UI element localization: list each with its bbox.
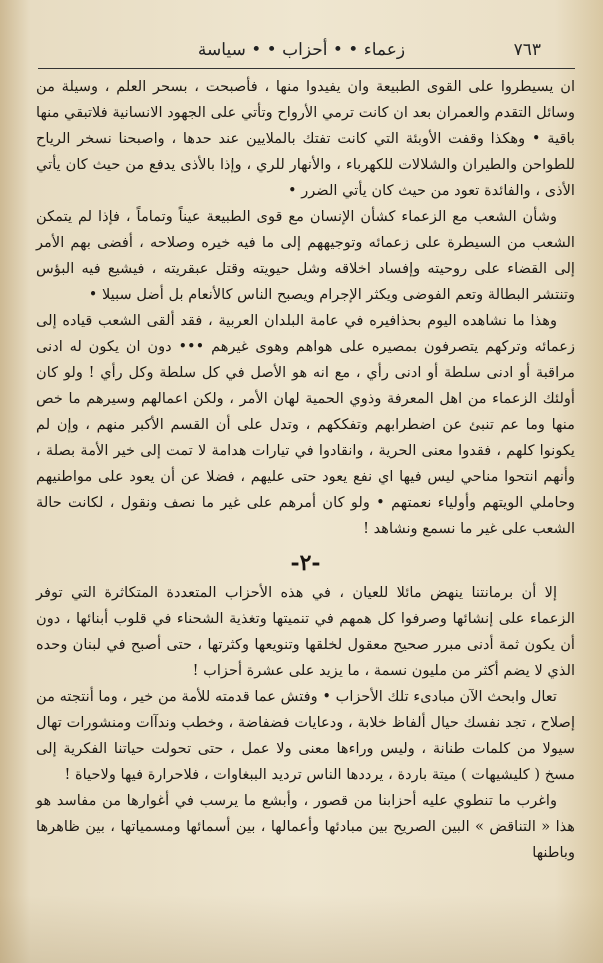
paragraph: ان يسيطروا على القوى الطبيعة وان يفيدوا منها ، فأصبحت ، بسحر العلم ، وسيلة من وسائل التقدم والعمران بعد ان كانت ترمي الأرواح وتأتي على الجهود الانسانية فلاتبقي منها باقية • وهكذا وقفت الأوبئة التي كانت تفتك بالملايين عند حدها ، واصبحنا نسخر الرياح للطواحن والطيران والشلالات للكهرباء ، والأنهار للري ، وإذا بالأذى يدفع من حيث كان يأتي الأذى ، والفائدة تعود من حيث كان يأتي الضرر • [36, 78, 575, 199]
paragraph: إلا أن برمانتنا ينهض مائلا للعيان ، في هذه الأحزاب المتعددة المتكاثرة التي توفر الزعماء على إنشائها وصرفوا كل همهم في تنميتها وتغذية الشحناء في قلوب أبنائها ، دون أن يكون ثمة أدنى مبرر صحيح معقول لخلقها وتنويعها وكثرتها ، حتى أصبح في لبنان وحده الذي لا يضم أكثر من مليون نسمة ، ما يزيد على عشرة أحزاب ! [36, 584, 575, 679]
page-header [40, 40, 563, 68]
paragraph: وهذا ما نشاهده اليوم بحذافيره في عامة البلدان العربية ، فقد ألقى الشعب قياده إلى زعمائه وتركهم يتصرفون بمصيره على هواهم وهوى غيرهم ••• دون ان يكون له ادنى مراقبة أو ادنى سلطة أو ادنى رأي ، مع انه هو الأصل في كل سلطة وكل رأي ! ولو كان أولئك الزعماء من اهل المعرفة وذوي الحمية لهان الأمر ، ولكن اعمالهم وسيرهم ما خص منها وما عم تنبئ عن اضطرابهم وتفككهم ، وتدل على أن القسم الأكبر منهم ، وإن لم يكونوا كلهم ، فقدوا معنى الحرية ، وانقادوا في تيارات هدامة لا تمت إلى خير الأمة بصلة ، وأنهم انتحوا مناحي ليس فيها اي نفع يعود حتى عليهم ، فضلا عن أن يعود على مواطنيهم وحاملي الويتهم وأولياء نعمتهم • ولو كان أمرهم على غير ما نصف ونقول ، لكانت حالة الشعب على غير ما نسمع ونشاهد ! [36, 312, 575, 537]
page-number: ٧٦٣ [513, 40, 541, 60]
paragraph: واغرب ما تنطوي عليه أحزابنا من قصور ، وأبشع ما يرسب في أغوارها من مفاسد هو هذا « التناقض » البين الصريح بين مبادئها وأعمالها ، بين أسمائها ومسمياتها ، بين ظاهرها وباطنها [36, 792, 575, 861]
page-edge-shadow [0, 895, 603, 963]
section-number: -٢- [290, 550, 321, 576]
page-body [36, 74, 575, 866]
header-rule [38, 68, 575, 69]
paragraph: وشأن الشعب مع الزعماء كشأن الإنسان مع قوى الطبيعة عيناً وتماماً ، فإذا لم يتمكن الشعب من السيطرة على زعمائه وتوجيههم إلى ما فيه خيره وصلاحه ، أفضى بهم الأمر إلى القضاء على روحيته وإفساد اخلاقه وشل حيويته وقتل عبقريته ، فيشيع فيه البؤس وتنتشر البطالة وتعم الفوضى ويكثر الإجرام ويصبح الناس كالأنعام بل أضل سبيلا • [36, 208, 575, 303]
running-head: زعماء • • أحزاب • • سياسة [197, 40, 406, 60]
paragraph: تعال وابحث الآن مبادىء تلك الأحزاب • وفتش عما قدمته للأمة من خير ، وما أنتجته من إصلاح ، تجد نفسك حيال ألفاظ خلابة ، ودعايات فضفاضة ، وخطب وندآات ومنشورات تهال سيولا من كلمات طنانة ، وليس وراءها معنى ولا عمل ، حتى تحولت حياتنا الفكرية إلى مسخ ( كليشيهات ) ميتة باردة ، يرددها الناس ترديد الببغاوات ، فلاحرارة فيها ولاحياة ! [36, 688, 575, 783]
